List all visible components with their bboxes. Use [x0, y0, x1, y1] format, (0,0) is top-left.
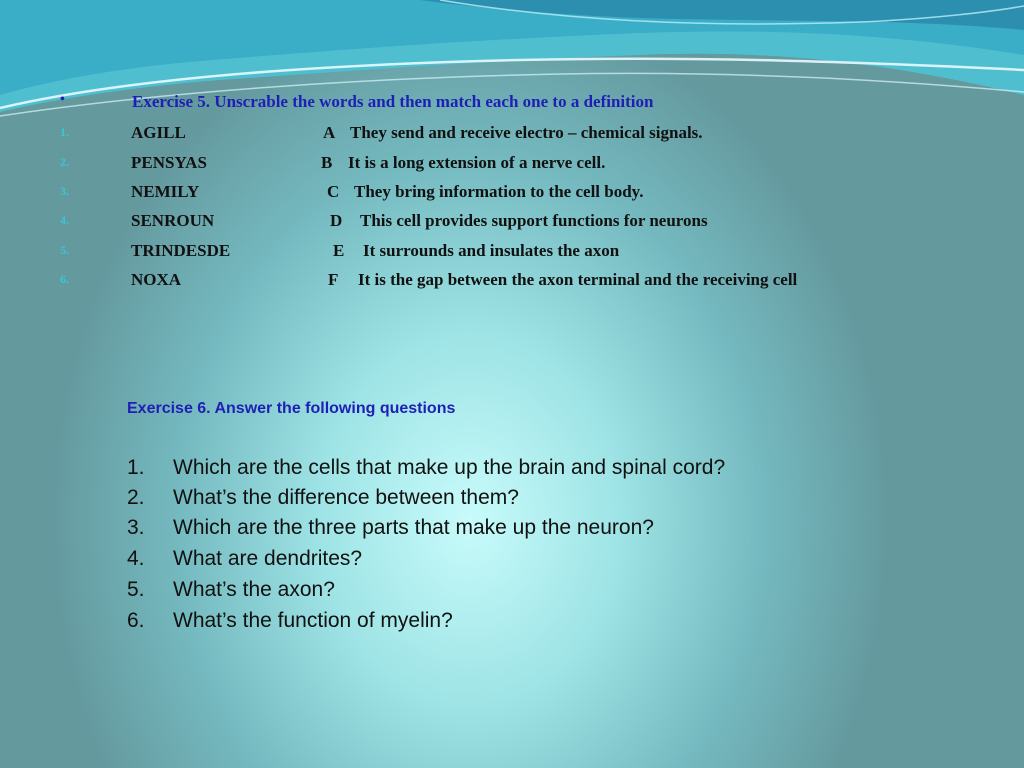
- question-text: What’s the axon?: [173, 578, 335, 601]
- question-text: What are dendrites?: [173, 547, 363, 570]
- definition-text: They bring information to the cell body.: [354, 182, 644, 201]
- definition-letter: D: [330, 211, 343, 230]
- scrambled-word: SENROUN: [131, 211, 215, 230]
- row-number: 5.: [60, 243, 69, 257]
- question-number: 2.: [127, 486, 145, 509]
- definition-text: It is a long extension of a nerve cell.: [348, 153, 606, 172]
- row-number: 2.: [60, 155, 69, 169]
- exercise5-heading-text: Exercise 5. Unscrable the words and then match each one to a definition: [132, 92, 654, 111]
- question-text: Which are the three parts that make up the neuron?: [173, 516, 654, 539]
- definition-letter: B: [321, 153, 333, 172]
- scrambled-word: NEMILY: [131, 182, 200, 201]
- scrambled-word: AGILL: [131, 123, 186, 142]
- row-number: 1.: [60, 125, 69, 139]
- question-text: Which are the cells that make up the brain and spinal cord?: [173, 456, 726, 479]
- definition-text: This cell provides support functions for neurons: [360, 211, 708, 230]
- definition-text: It surrounds and insulates the axon: [363, 241, 620, 260]
- question-number: 4.: [127, 547, 145, 570]
- exercise6-heading: Exercise 6. Answer the following questions: [127, 400, 456, 417]
- question-number: 5.: [127, 578, 145, 601]
- bullet-icon: •: [60, 92, 65, 107]
- scrambled-word: PENSYAS: [131, 153, 207, 172]
- scrambled-word: TRINDESDE: [131, 241, 231, 260]
- definition-text: They send and receive electro – chemical signals.: [350, 123, 703, 142]
- question-number: 1.: [127, 456, 145, 479]
- question-number: 3.: [127, 516, 145, 539]
- definition-text: It is the gap between the axon terminal and the receiving cell: [358, 270, 798, 289]
- question-number: 6.: [127, 609, 145, 632]
- question-text: What’s the function of myelin?: [173, 609, 453, 632]
- definition-letter: F: [328, 270, 339, 289]
- definition-letter: A: [323, 123, 336, 142]
- definition-letter: E: [333, 241, 345, 260]
- question-text: What’s the difference between them?: [173, 486, 519, 509]
- row-number: 6.: [60, 272, 69, 286]
- definition-letter: C: [327, 182, 340, 201]
- row-number: 4.: [60, 213, 69, 227]
- row-number: 3.: [60, 184, 69, 198]
- scrambled-word: NOXA: [131, 270, 182, 289]
